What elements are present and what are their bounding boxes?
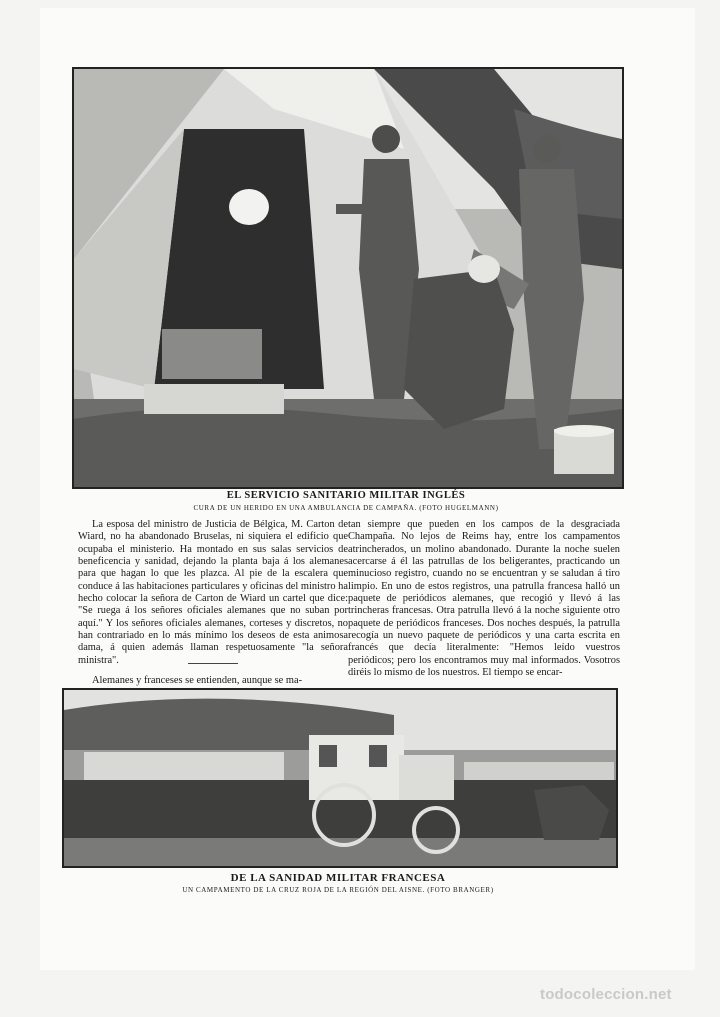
figure2-caption-subtitle: UN CAMPAMENTO DE LA CRUZ ROJA DE LA REGIÓN DEL AISNE. (FOTO BRANGER) [182, 886, 494, 894]
column-divider-rule [188, 663, 238, 664]
photo-red-cross-camp-image [64, 690, 616, 866]
figure1-caption-title: EL SERVICIO SANITARIO MILITAR INGLÉS [226, 490, 466, 501]
article-column-right [348, 519, 620, 679]
article-paragraph: Alemanes y franceses se entienden, aunque se ma- [92, 675, 303, 687]
figure2-caption-title: DE LA SANIDAD MILITAR FRANCESA [230, 872, 446, 884]
article-paragraph: tan siempre que pueden en los campos de la desgraciada Champaña. No lejos de Reims hay, entre los campamentos atrincherados, un molino abandonado. Durante la noche suelen acercarse á él las patrullas de los beligerantes, practicando un minucioso registro, cuando no se encuentran y se saludan á tiro limpio. En uno de estos registros, una patrulla francesa halló un paquete de periódicos alemanes, que recogió y llevó á las trincheras francesas. Otra patrulla llevó á la noche siguiente otro paquete de periódicos franceses. Dos noches después, la patrulla recogía un nuevo paquete de periódicos y una carta escrita en francés que decía literalmente: "Hemos leído vuestros periódicos; pero los encontramos muy mal informados. Vosotros diréis lo mismo de los nuestros. El tiempo se encar- [348, 519, 620, 679]
photo-red-cross-camp [62, 688, 618, 868]
photo-field-ambulance [72, 67, 624, 489]
figure1-caption-subtitle: CURA DE UN HERIDO EN UNA AMBULANCIA DE CAMPAÑA. (FOTO HUGELMANN) [193, 504, 499, 512]
article-paragraph: La esposa del ministro de Justicia de Bélgica, M. Carton de Wiard, no ha abandonado Bruselas, ni siquiera el edificio que ocupaba el ministerio. Ha montado en sus salas servicios de beneficencia y sanidad, dejando la planta baja á los alemanes para que hagan lo que les plazca. Al pie de la escalera que conduce á las habitaciones particulares y oficinas del ministro ha hecho colocar la señora de Carton de Wiard un cartel que dice: "Se ruega á los señores oficiales alemanes que no suban por aquí." Y los señores oficiales alemanes, corteses y discretos, no han contrariado en lo más mínimo los deseos de esta animosa dama, á quien además llaman respetuosamente "la señora ministra". [78, 519, 348, 666]
watermark-text: todocoleccion.net [540, 986, 672, 1003]
photo-field-ambulance-image [74, 69, 622, 487]
